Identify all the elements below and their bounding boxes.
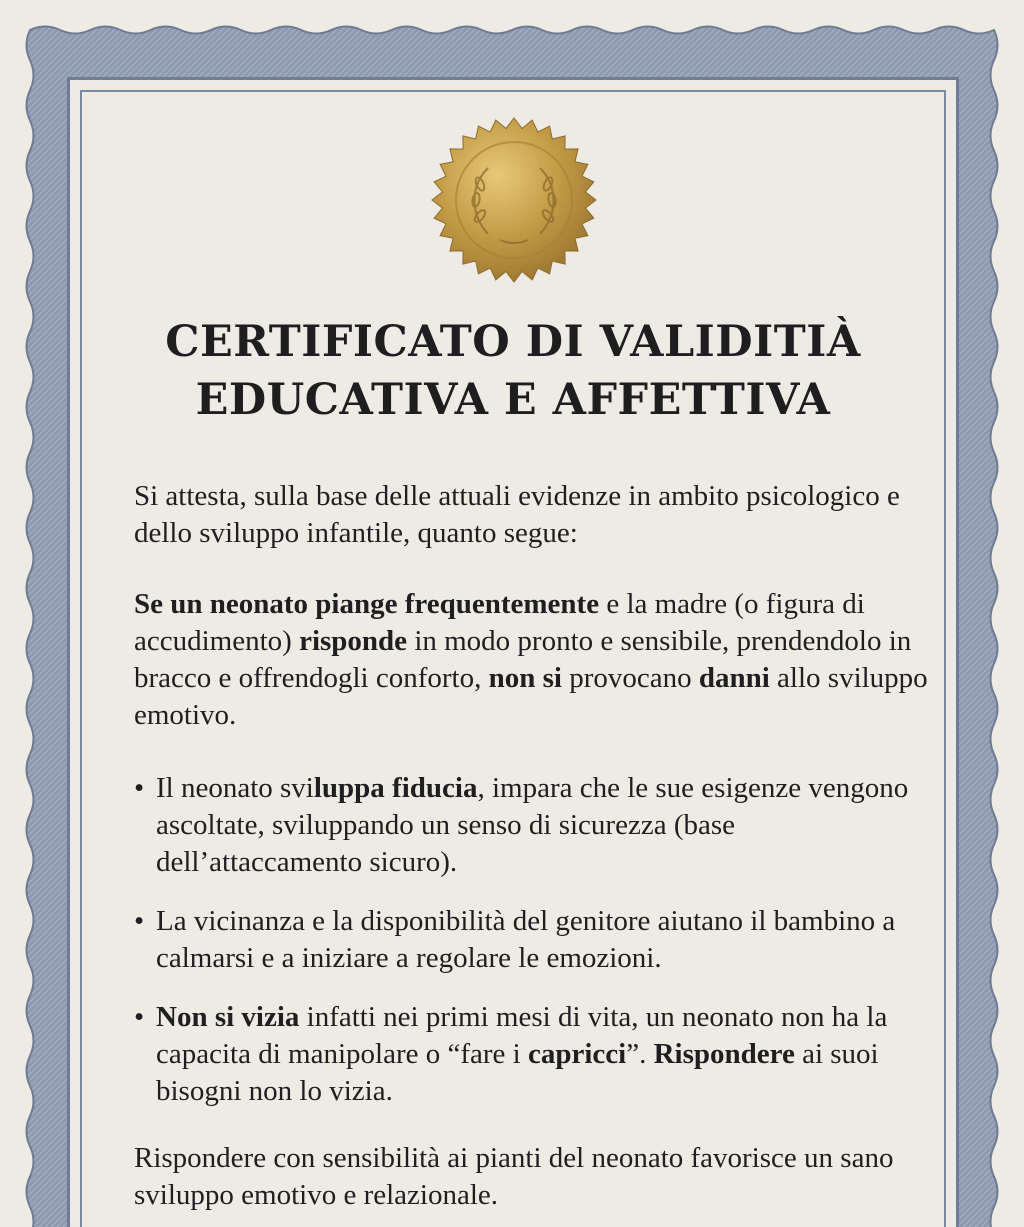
certificate-body [134,478,934,1214]
certificate-title [68,313,958,429]
bullet-3-bold-c: Rispondere [653,1038,795,1070]
claim-text-2: e la madre (o figura di accudimento) [134,588,865,657]
claim-text-8: allo sviluppo emotivo. [134,662,928,731]
bullet-1-text-b: , impara che le sue esigenze vengono ascoltate, sviluppando un senso di sicurezza (base dell’attaccamento sicuro). [156,772,909,878]
title-line-1: CERTIFICATO DI VALIDITIÀ [165,317,861,367]
claim-bold-3: risponde [299,625,408,657]
title-line-2: EDUCATIVA E AFFETTIVA [195,375,831,425]
bullet-3-bold-b: capricci [527,1038,627,1070]
bullet-3-text-a: infatti nei primi mesi di vita, un neonato non ha la capacita di manipolare o “fare i [156,1001,888,1070]
bullet-3-text-c: ai suoi bisogni non lo vizia. [156,1038,879,1107]
gold-seal [430,116,598,284]
certificate-paper [68,78,958,1227]
bullet-3-text-b: ”. [626,1038,654,1070]
conclusion-paragraph: Rispondere con sensibilità ai pianti del neonato favorisce un sano sviluppo emotivo e relazionale. [134,1142,894,1211]
bullet-2-text: La vicinanza e la disponibilità del genitore aiutano il bambino a calmarsi e a iniziare a regolare le emozioni. [156,905,896,974]
list-item-no-spoiling [134,999,934,1110]
bullet-1-text-a: Il neonato svi [156,772,314,804]
list-item-trust [134,770,934,881]
bullet-1-bold: luppa fiducia [313,772,478,804]
benefits-list [134,770,934,1110]
bullet-3-bold-a: Non si vizia [156,1001,300,1033]
claim-bold-5: non si [488,662,562,694]
claim-text-6: provocano [561,662,699,694]
claim-bold-7: danni [698,662,770,694]
main-claim-paragraph [134,586,934,734]
claim-text-4: in modo pronto e sensibile, prendendolo in bracco e offrendogli conforto, [134,625,912,694]
intro-paragraph: Si attesta, sulla base delle attuali evidenze in ambito psicologico e dello sviluppo infantile, quanto segue: [134,480,900,549]
list-item-proximity [134,903,934,977]
claim-bold-1: Se un neonato piange frequentemente [134,588,600,620]
